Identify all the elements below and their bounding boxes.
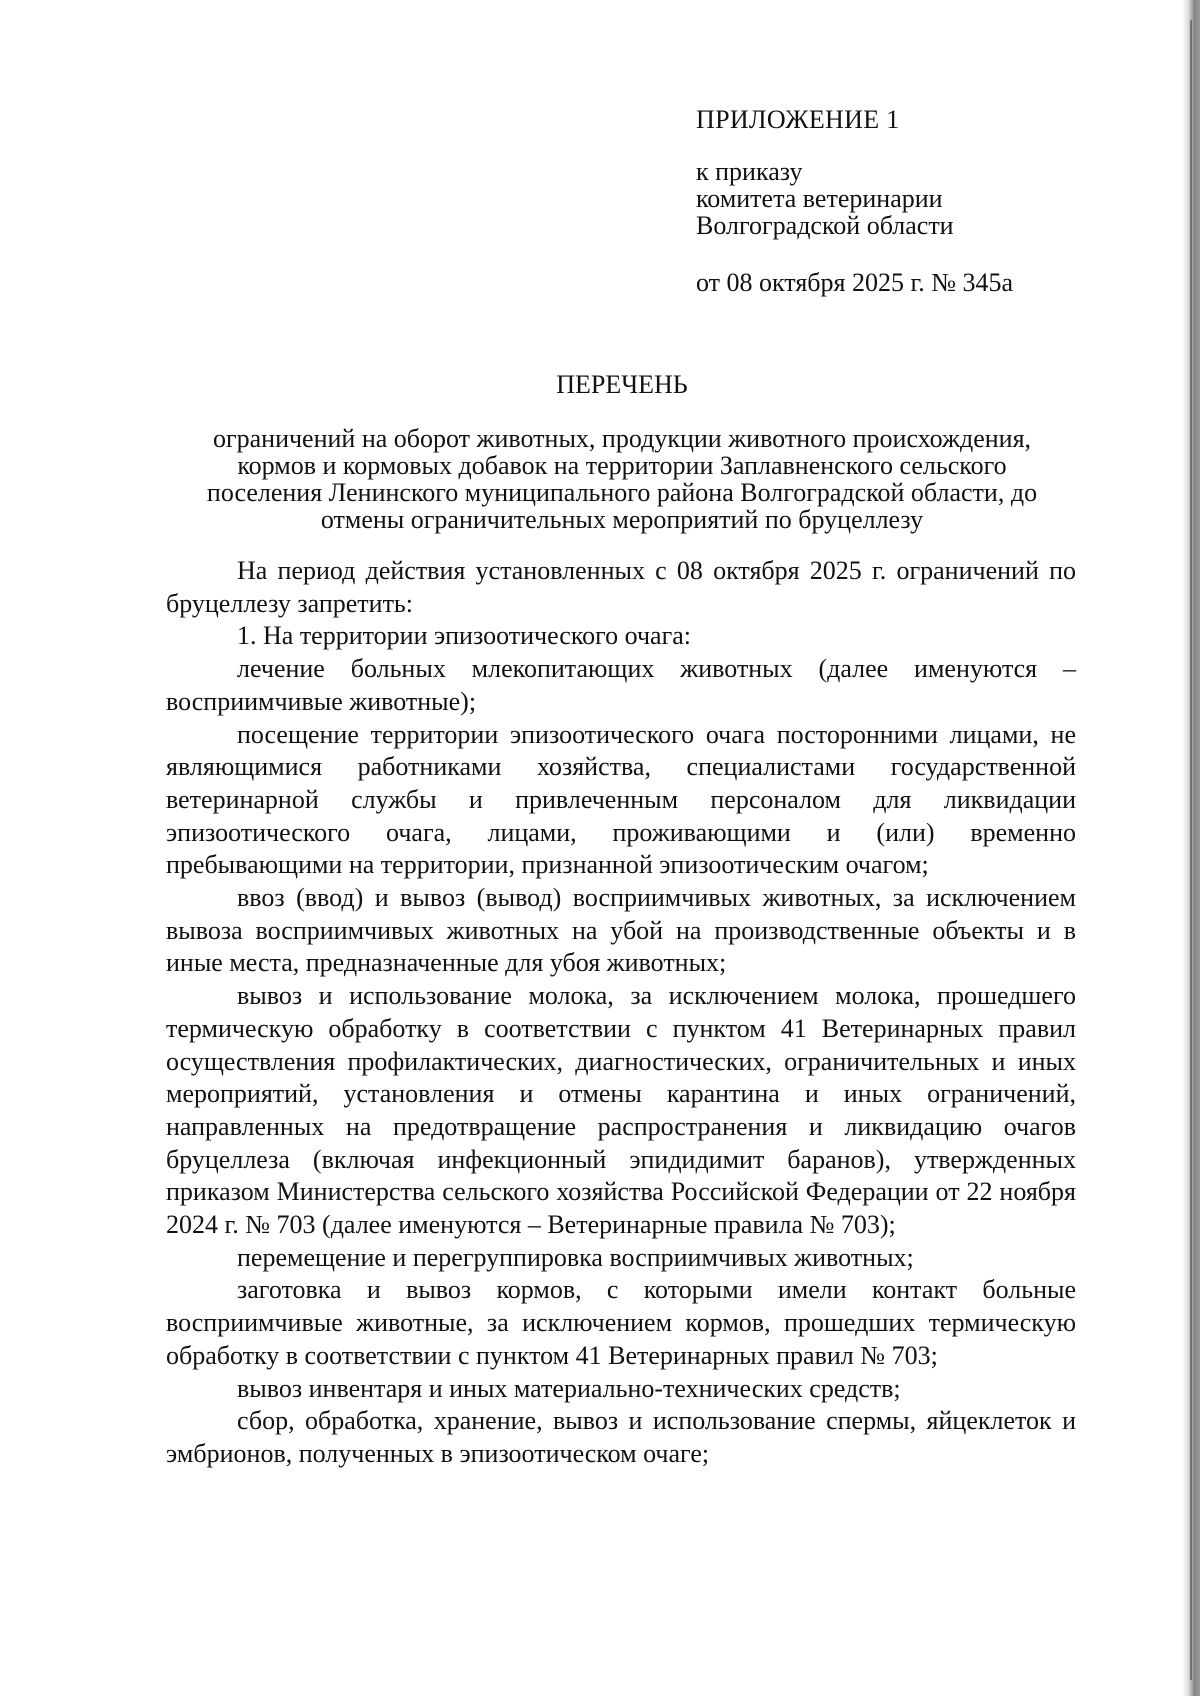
appendix-block: [696, 106, 1116, 296]
body-paragraph: посещение территории эпизоотического очага посторонними лицами, не являющимися работниками хозяйства, специалистами государственной ветеринарной службы и привлеченным персоналом для ликвидации эпизоотического очага, лицами, проживающими и (или) временно пребывающими на территории, признанной эпизоотическим очагом;: [166, 719, 1076, 880]
appendix-region: Волгоградской области: [696, 211, 954, 240]
body-paragraph: На период действия установленных с 08 октября 2025 г. ограничений по бруцеллезу запретить:: [166, 556, 1076, 618]
body-paragraph: вывоз и использование молока, за исключением молока, прошедшего термическую обработку в соответствии с пунктом 41 Ветеринарных правил осуществления профилактических, диагностических, ограничительных и иных мероприятий, установления и отмены карантина и иных ограничений, направленных на предотвращение распространения и ликвидацию очагов бруцеллеза (включая инфекционный эпидидимит баранов), утвержденных приказом Министерства сельского хозяйства Российской Федерации от 22 ноября 2024 г. № 703 (далее именуются – Ветеринарные правила № 703);: [166, 981, 1076, 1240]
heading-subtitle-line: кормов и кормовых добавок на территории Заплавненского сельского: [237, 451, 1007, 480]
document-heading: [166, 371, 1078, 533]
heading-subtitle-line: поселения Ленинского муниципального района Волгоградской области, до: [206, 478, 1038, 507]
heading-subtitle-line: отмены ограничительных мероприятий по бруцеллезу: [320, 505, 924, 534]
body-paragraph: сбор, обработка, хранение, вывоз и использование спермы, яйцеклеток и эмбрионов, полученных в эпизоотическом очаге;: [166, 1406, 1076, 1468]
document-body: [166, 555, 1076, 1471]
appendix-to-order: к приказу: [696, 157, 803, 186]
body-paragraph: 1. На территории эпизоотического очага:: [237, 621, 692, 651]
appendix-date-number: от 08 октября 2025 г. № 345а: [696, 268, 1014, 297]
heading-title: ПЕРЕЧЕНЬ: [556, 370, 688, 399]
body-paragraph: заготовка и вывоз кормов, с которыми имели контакт больные восприимчивые животные, за исключением кормов, прошедших термическую обработку в соответствии с пунктом 41 Ветеринарных правил № 703;: [166, 1275, 1076, 1370]
body-paragraph: ввоз (ввод) и вывоз (вывод) восприимчивых животных, за исключением вывоза восприимчивых животных на убой на производственные объекты и в иные места, предназначенные для убоя животных;: [166, 883, 1076, 978]
heading-subtitle-line: ограничений на оборот животных, продукции животного происхождения,: [212, 424, 1032, 453]
body-paragraph: перемещение и перегруппировка восприимчивых животных;: [237, 1242, 914, 1272]
body-paragraph: лечение больных млекопитающих животных (далее именуются – восприимчивые животные);: [166, 654, 1076, 716]
body-paragraph: вывоз инвентаря и иных материально-технических средств;: [237, 1373, 901, 1403]
appendix-committee: комитета ветеринарии: [696, 184, 943, 213]
scan-edge-line: [1190, 20, 1192, 1680]
appendix-title: ПРИЛОЖЕНИЕ 1: [696, 105, 900, 134]
